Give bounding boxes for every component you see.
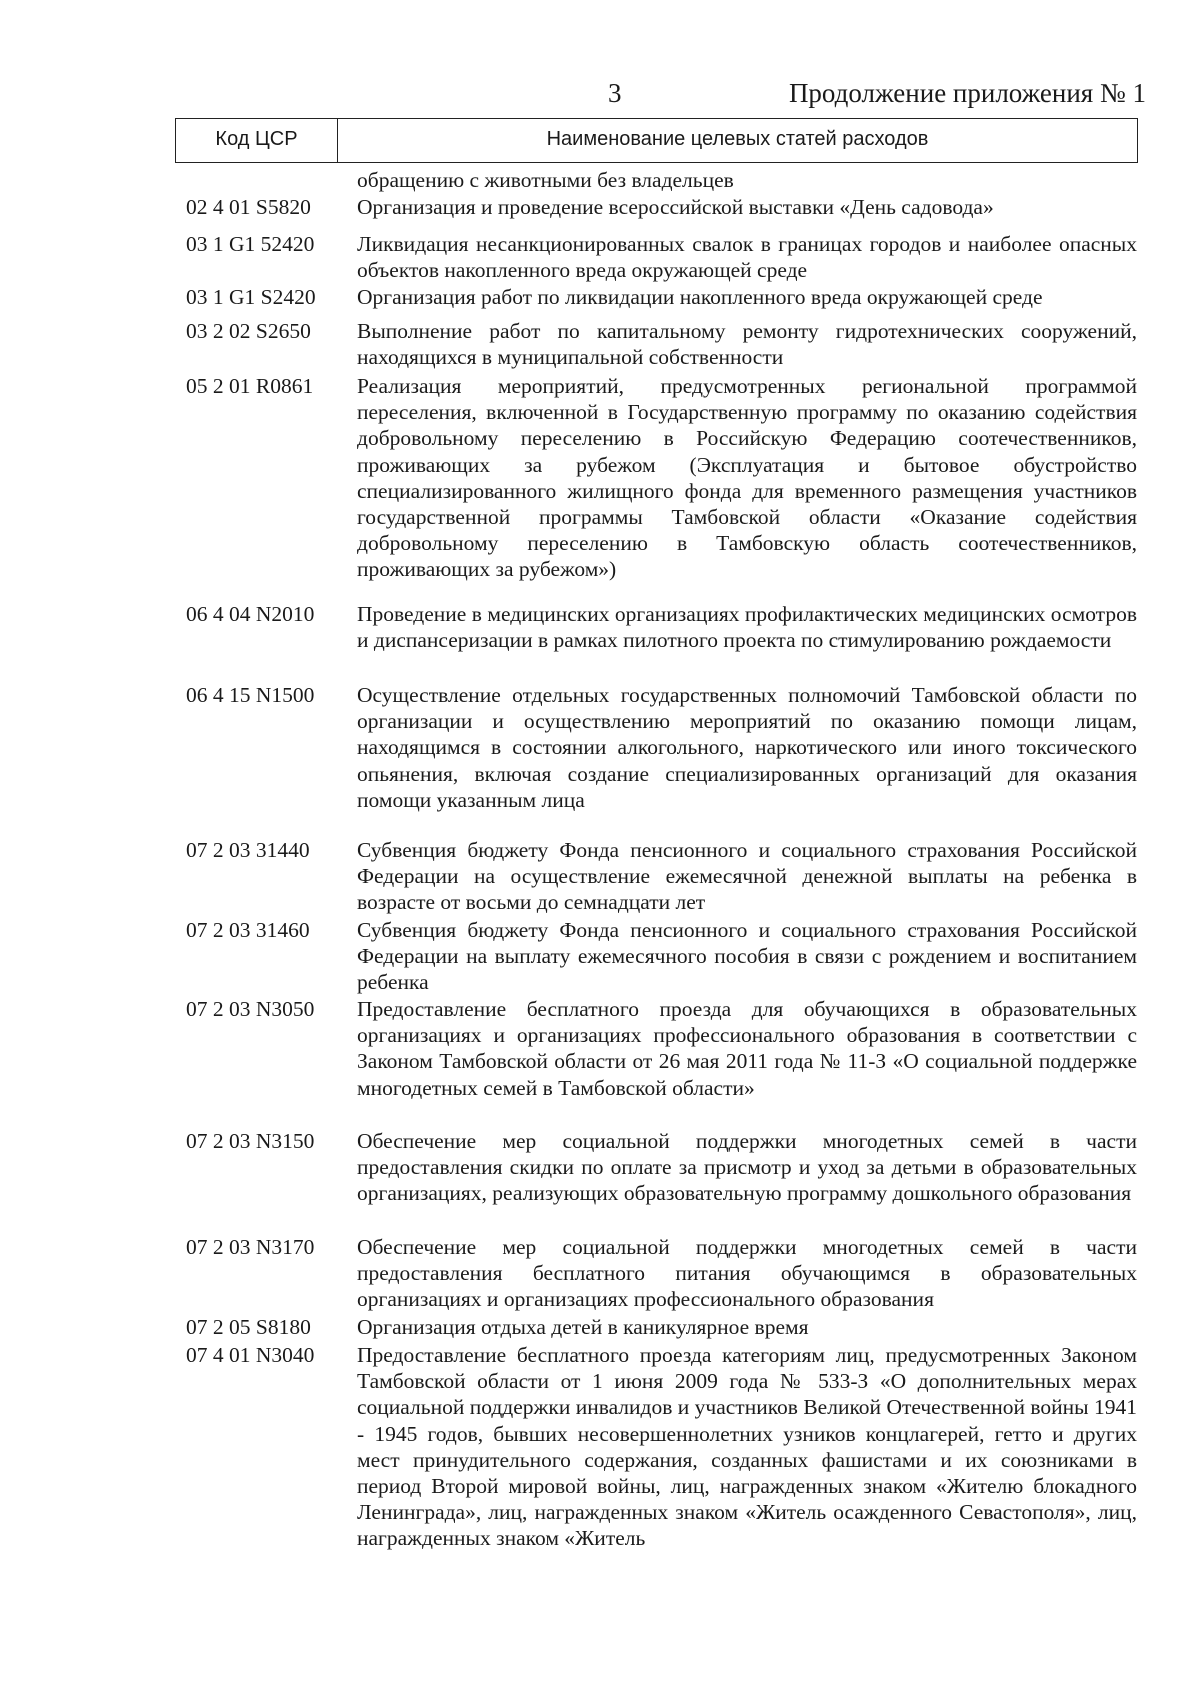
row-code: 07 4 01 N3040 xyxy=(186,1343,315,1367)
row-name: Проведение в медицинских организациях профилактических медицинских осмотров и диспансеризации в рамках пилотного проекта по стимулированию рождаемости xyxy=(357,602,1137,653)
table-header xyxy=(175,118,1138,163)
row-code: 06 4 04 N2010 xyxy=(186,602,315,626)
row-code: 07 2 05 S8180 xyxy=(186,1315,311,1339)
row-code: 07 2 03 N3170 xyxy=(186,1235,315,1259)
row-name: Выполнение работ по капитальному ремонту гидротехнических сооружений, находящихся в муниципальной собственности xyxy=(357,319,1137,370)
row-name: Предоставление бесплатного проезда категориям лиц, предусмотренных Законом Тамбовской области от 1 июня 2009 года № 533-З «О дополнительных мерах социальной поддержки инвалидов и участников Великой Отечественной войны 1941 - 1945 годов, бывших несовершеннолетних узников концлагерей, гетто и других мест принудительного содержания, созданных фашистами и их союзниками в период Второй мировой войны, лиц, награжденных знаком «Жителю блокадного Ленинграда», лиц, награжденных знаком «Житель осажденного Севастополя», лиц, награжденных знаком «Житель xyxy=(357,1343,1137,1551)
header-name: Наименование целевых статей расходов xyxy=(546,128,929,150)
row-name: Субвенция бюджету Фонда пенсионного и социального страхования Российской Федерации на выплату ежемесячного пособия в связи с рождением и воспитанием ребенка xyxy=(357,918,1137,995)
row-code: 07 2 03 31440 xyxy=(186,838,310,862)
page-number: 3 xyxy=(608,78,622,108)
row-name: Реализация мероприятий, предусмотренных региональной программой переселения, включенной в Государственную программу по оказанию содействия добровольному переселению в Российскую Федерацию соотечественников, проживающих за рубежом (Эксплуатация и бытовое обустройство специализированного жилищного фонда для временного размещения участников государственной программы Тамбовской области «Оказание содействия добровольному переселению в Тамбовскую область соотечественников, проживающих за рубежом») xyxy=(357,374,1137,582)
row-name: Обеспечение мер социальной поддержки многодетных семей в части предоставления скидки по оплате за присмотр и уход за детьми в образовательных организациях, реализующих образовательную программу дошкольного образования xyxy=(357,1129,1137,1206)
row-code: 07 2 03 N3150 xyxy=(186,1129,315,1153)
row-name: Обеспечение мер социальной поддержки многодетных семей в части предоставления бесплатного питания обучающимся в образовательных организациях и организациях профессионального образования xyxy=(357,1235,1137,1312)
row-name: Субвенция бюджету Фонда пенсионного и социального страхования Российской Федерации на осуществление ежемесячной денежной выплаты на ребенка в возрасте от восьми до семнадцати лет xyxy=(357,838,1137,915)
row-name: Организация и проведение всероссийской выставки «День садовода» xyxy=(357,195,994,219)
row-name: Предоставление бесплатного проезда для обучающихся в образовательных организациях и организациях профессионального образования в соответствии с Законом Тамбовской области от 26 мая 2011 года № 11-З «О социальной поддержке многодетных семей в Тамбовской области» xyxy=(357,997,1137,1100)
continuation-label: Продолжение приложения № 1 xyxy=(788,78,1146,108)
row-name: Организация работ по ликвидации накопленного вреда окружающей среде xyxy=(357,285,1043,309)
row-code: 07 2 03 N3050 xyxy=(186,997,315,1021)
header-code: Код ЦСР xyxy=(215,128,298,150)
row-name: Осуществление отдельных государственных полномочий Тамбовской области по организации и осуществлению мероприятий по оказанию помощи лицам, находящимся в состоянии алкогольного, наркотического или иного токсического опьянения, включая создание специализированных организаций для оказания помощи указанным лица xyxy=(357,683,1137,812)
row-name: Ликвидация несанкционированных свалок в границах городов и наиболее опасных объектов накопленного вреда окружающей среде xyxy=(357,232,1137,283)
row-code: 03 1 G1 52420 xyxy=(186,232,315,256)
row-code: 02 4 01 S5820 xyxy=(186,195,311,219)
row-code: 03 2 02 S2650 xyxy=(186,319,311,343)
row-name: Организация отдыха детей в каникулярное время xyxy=(357,1315,809,1339)
row-code: 03 1 G1 S2420 xyxy=(186,285,316,309)
row-code: 05 2 01 R0861 xyxy=(186,374,314,398)
row-code: 07 2 03 31460 xyxy=(186,918,310,942)
row-name: обращению с животными без владельцев xyxy=(357,168,734,192)
row-code: 06 4 15 N1500 xyxy=(186,683,315,707)
